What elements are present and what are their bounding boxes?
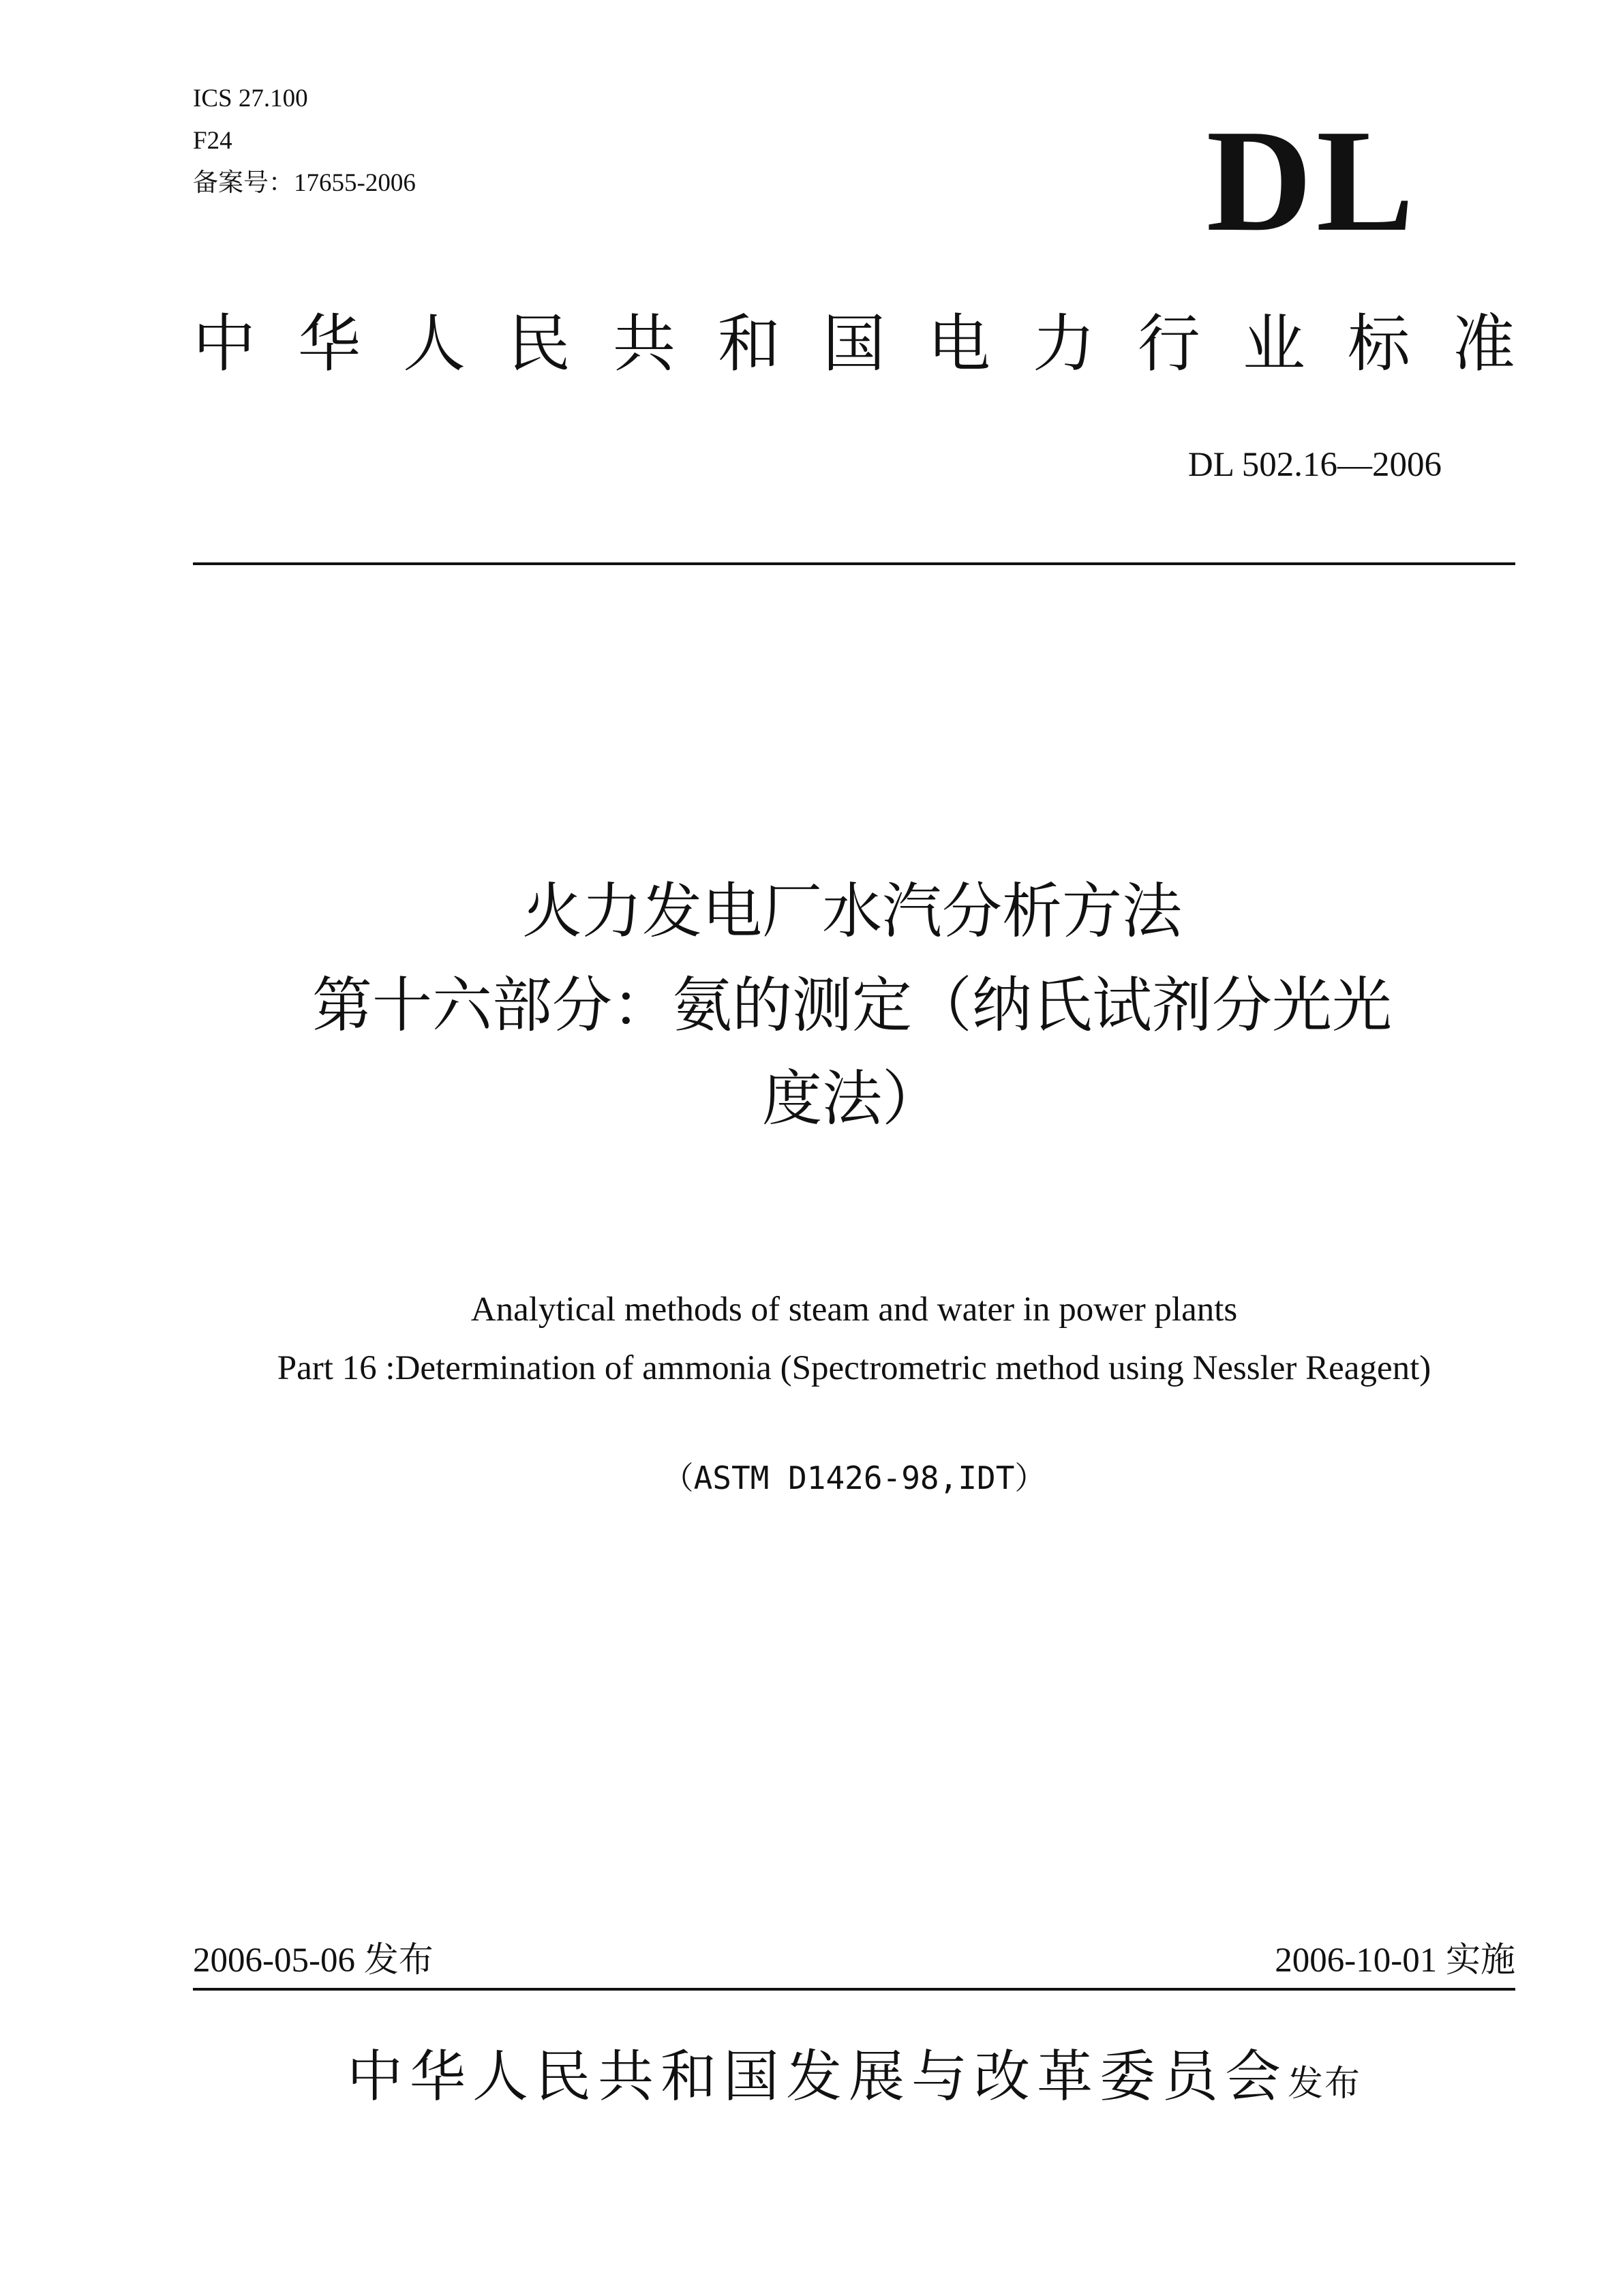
chinese-title-line-2: 第十六部分：氨的测定（纳氏试剂分光光 [312, 970, 1392, 1040]
industry-title-char: 标 [1347, 307, 1410, 380]
english-title-line-2: Part 16 :Determination of ammonia (Spectrometric method using Nessler Reagent) [277, 1349, 1431, 1387]
chinese-title-line-1: 火力发电厂水汽分析方法 [521, 876, 1182, 946]
adoption-note: （ASTM D1426-98,IDT） [662, 1460, 1046, 1496]
industry-title-char: 准 [1452, 307, 1515, 380]
publisher-name: 中华人民共和国发展与改革委员会 [346, 2044, 1288, 2109]
classification-code: F24 [193, 127, 232, 155]
industry-title-char: 和 [717, 307, 780, 380]
chinese-title-line-3: 度法） [761, 1063, 942, 1134]
industry-title-char: 人 [402, 307, 466, 380]
top-divider [193, 562, 1515, 565]
ics-code: ICS 27.100 [193, 85, 308, 112]
industry-title-char: 中 [193, 307, 256, 380]
english-title-line-1: Analytical methods of steam and water in power plants [470, 1290, 1238, 1329]
publisher [193, 2040, 1515, 2121]
industry-title-char: 行 [1137, 307, 1200, 380]
industry-title-char: 国 [822, 307, 885, 380]
standard-number: DL 502.16—2006 [1187, 446, 1442, 484]
issue-date: 2006-05-06 发布 [193, 1942, 434, 1980]
industry-title-char: 力 [1032, 307, 1095, 380]
dl-logo: DL [1206, 99, 1419, 262]
industry-title-char: 民 [507, 307, 571, 380]
filing-number: 备案号：17655-2006 [193, 169, 416, 197]
implementation-date: 2006-10-01 实施 [1275, 1942, 1515, 1980]
industry-standard-title [193, 303, 1515, 385]
industry-title-char: 共 [612, 307, 676, 380]
publisher-suffix: 发布 [1288, 2064, 1362, 2104]
bottom-divider [193, 1988, 1515, 1991]
industry-title-char: 电 [927, 307, 990, 380]
industry-title-char: 华 [297, 307, 361, 380]
industry-title-char: 业 [1242, 307, 1305, 380]
